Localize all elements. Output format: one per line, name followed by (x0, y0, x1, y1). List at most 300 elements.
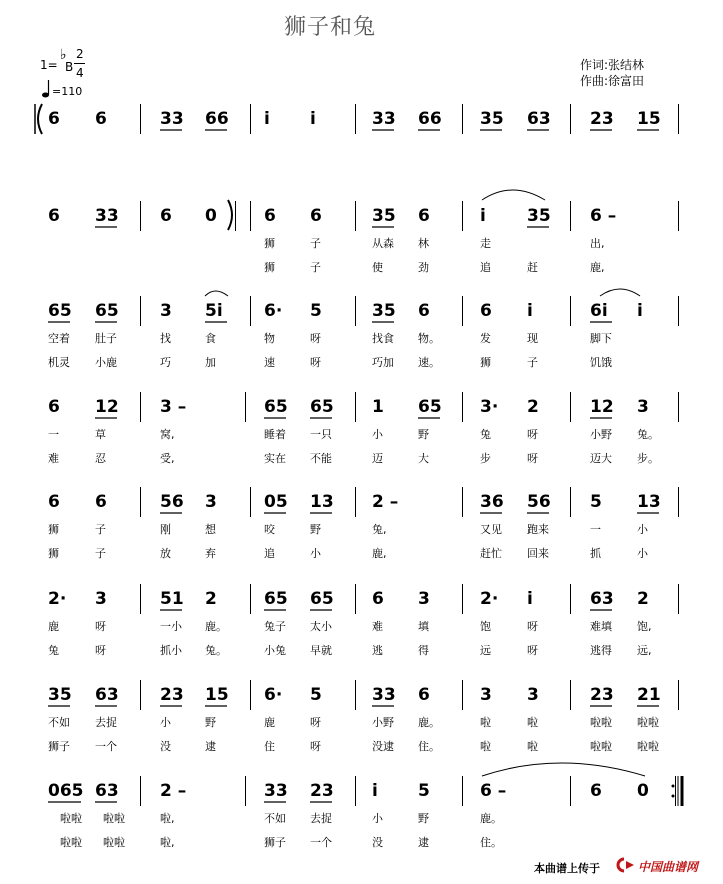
note: 12 (590, 397, 614, 417)
note: 6 – (590, 206, 617, 226)
bar-line (678, 392, 679, 422)
note: 6 (418, 301, 430, 321)
bar-line (355, 296, 356, 326)
lyric-verse-2: 啦啦 (103, 836, 125, 849)
note: 63 (527, 109, 551, 129)
bar-line (355, 104, 356, 134)
bar-line (462, 680, 463, 710)
note: 66 (205, 109, 229, 129)
lyric-verse-2: 追 (264, 547, 275, 560)
bar-line (250, 487, 251, 517)
bar-line (140, 680, 141, 710)
lyric-verse-1: 从森 (372, 237, 394, 250)
note: 3 – (160, 397, 187, 417)
note: 65 (310, 589, 334, 609)
lyric-verse-1: 小 (372, 428, 383, 441)
key-one-equals: 1= (40, 58, 58, 72)
lyric-verse-2: 实在 (264, 452, 286, 465)
note: 6 (372, 589, 384, 609)
lyric-verse-2: 啦 (480, 740, 491, 753)
bar-line (250, 104, 251, 134)
lyric-verse-2: 狮 (264, 261, 275, 274)
bar-line (462, 104, 463, 134)
note: 1 (372, 397, 384, 417)
lyric-verse-2: 回来 (527, 547, 549, 560)
bar-line (250, 201, 251, 231)
note: 6 (264, 206, 276, 226)
time-bottom: 4 (76, 66, 84, 80)
note: i (310, 109, 316, 129)
note: 56 (527, 492, 551, 512)
lyric-verse-2: 呀 (310, 356, 321, 369)
lyric-verse-2: 使 (372, 261, 383, 274)
lyric-verse-1: 饱, (637, 620, 652, 633)
lyric-verse-2: 住。 (480, 836, 502, 849)
note: 33 (372, 685, 396, 705)
bar-line (462, 392, 463, 422)
lyric-verse-1: 小野 (372, 716, 394, 729)
lyric-verse-2: 逃得 (590, 644, 612, 657)
note: i (637, 301, 643, 321)
lyric-verse-2: 加 (205, 356, 216, 369)
bar-line (355, 487, 356, 517)
note: 3· (480, 397, 499, 417)
note: i (480, 206, 486, 226)
lyric-verse-1: 呀 (95, 620, 106, 633)
note: 6 (95, 109, 107, 129)
repeat-bracket-close (228, 200, 232, 230)
bar-line (140, 392, 141, 422)
lyric-verse-2: 啦 (527, 740, 538, 753)
note: 35 (527, 206, 551, 226)
lyric-verse-1: 小 (160, 716, 171, 729)
lyric-verse-1: 肚子 (95, 332, 117, 345)
note: 0 (637, 781, 649, 801)
lyric-verse-1: 去捉 (310, 812, 332, 825)
bar-line (250, 296, 251, 326)
lyric-verse-2: 啦啦 (60, 836, 82, 849)
bar-line (462, 296, 463, 326)
lyric-verse-1: 野 (418, 812, 429, 825)
note: 3 (205, 492, 217, 512)
note: 33 (95, 206, 119, 226)
note: 6 – (480, 781, 507, 801)
lyric-verse-1: 发 (480, 332, 491, 345)
note: 65 (264, 589, 288, 609)
note: 23 (590, 685, 614, 705)
lyric-verse-2: 没逮 (372, 740, 394, 753)
note: 3 (480, 685, 492, 705)
bar-line (570, 680, 571, 710)
lyric-verse-1: 一 (590, 523, 601, 536)
lyric-verse-2: 赶忙 (480, 547, 502, 560)
note: 63 (95, 685, 119, 705)
lyric-verse-1: 出, (590, 237, 605, 250)
note: 23 (310, 781, 334, 801)
lyric-verse-1: 一小 (160, 620, 182, 633)
bar-line (355, 680, 356, 710)
note: 3 (418, 589, 430, 609)
note: 33 (372, 109, 396, 129)
bar-line (570, 487, 571, 517)
key-letter: B (65, 60, 74, 74)
bar-line (355, 776, 356, 806)
bar-line (235, 201, 236, 231)
lyric-verse-2: 兔。 (205, 644, 227, 657)
lyric-verse-2: 一个 (95, 740, 117, 753)
lyric-verse-2: 住 (264, 740, 275, 753)
lyric-verse-2: 迈 (372, 452, 383, 465)
lyric-verse-1: 空着 (48, 332, 70, 345)
lyric-verse-2: 小兔 (264, 644, 286, 657)
bar-line (570, 392, 571, 422)
slur (482, 190, 545, 200)
lyric-verse-1: 物 (264, 332, 275, 345)
lyric-verse-1: 现 (527, 332, 538, 345)
note: 33 (160, 109, 184, 129)
note: 33 (264, 781, 288, 801)
lyric-verse-1: 鹿。 (205, 620, 227, 633)
lyric-verse-1: 跑来 (527, 523, 549, 536)
lyric-verse-2: 小鹿 (95, 356, 117, 369)
flat-sign: ♭ (60, 47, 67, 63)
note: 23 (590, 109, 614, 129)
bar-line (140, 487, 141, 517)
lyric-verse-1: 去捉 (95, 716, 117, 729)
bar-line (570, 776, 571, 806)
lyric-verse-2: 狮子 (48, 740, 70, 753)
lyric-verse-1: 草 (95, 428, 106, 441)
bar-line (355, 201, 356, 231)
lyric-verse-1: 想 (205, 523, 216, 536)
lyric-verse-2: 狮子 (264, 836, 286, 849)
note: 56 (160, 492, 184, 512)
lyric-verse-2: 劲 (418, 261, 429, 274)
bar-line (140, 201, 141, 231)
bar-line (570, 104, 571, 134)
lyric-verse-2: 逮 (418, 836, 429, 849)
note: 0 (205, 206, 217, 226)
note: 6 (418, 685, 430, 705)
bar-line (245, 392, 246, 422)
note: 65 (264, 397, 288, 417)
note: 21 (637, 685, 661, 705)
lyric-verse-1: 兔子 (264, 620, 286, 633)
note: i (264, 109, 270, 129)
lyric-verse-1: 小 (637, 523, 648, 536)
lyric-verse-2: 鹿, (590, 261, 605, 274)
lyric-verse-1: 找 (160, 332, 171, 345)
lyric-verse-2: 啦啦 (637, 740, 659, 753)
lyric-verse-2: 赶 (527, 261, 538, 274)
lyric-verse-1: 兔 (480, 428, 491, 441)
lyric-verse-2: 呀 (310, 740, 321, 753)
note: 6 (48, 492, 60, 512)
lyricist: 作词:张结林 (580, 58, 645, 72)
lyric-verse-2: 巧加 (372, 356, 394, 369)
note: 2 – (372, 492, 399, 512)
lyric-verse-2: 兔 (48, 644, 59, 657)
bar-line (250, 680, 251, 710)
note: 6 (48, 206, 60, 226)
lyric-verse-2: 速。 (418, 356, 440, 369)
bar-line (678, 584, 679, 614)
tempo: =110 (52, 85, 83, 98)
bar-line (250, 584, 251, 614)
note: 35 (48, 685, 72, 705)
note: 13 (637, 492, 661, 512)
lyric-verse-2: 放 (160, 547, 171, 560)
lyric-verse-2: 机灵 (48, 356, 70, 369)
note: 5i (205, 301, 223, 321)
lyric-verse-2: 早就 (310, 644, 332, 657)
note: 15 (205, 685, 229, 705)
lyric-verse-1: 野 (310, 523, 321, 536)
note: 12 (95, 397, 119, 417)
lyric-verse-2: 不能 (310, 452, 332, 465)
note: 05 (264, 492, 288, 512)
song-title: 狮子和兔 (284, 15, 377, 40)
lyric-verse-2: 远, (637, 644, 652, 657)
lyric-verse-2: 小 (637, 547, 648, 560)
note: 6 (480, 301, 492, 321)
slur (600, 289, 640, 296)
lyric-verse-2: 饥饿 (590, 356, 612, 369)
note: 65 (418, 397, 442, 417)
lyric-verse-2: 远 (480, 644, 491, 657)
note: 3 (95, 589, 107, 609)
lyric-verse-2: 子 (527, 356, 538, 369)
note: 2 (527, 397, 539, 417)
lyric-verse-1: 一 (48, 428, 59, 441)
lyric-verse-1: 又见 (480, 523, 502, 536)
lyric-verse-1: 难填 (590, 620, 612, 633)
lyric-verse-2: 逮 (205, 740, 216, 753)
note: 6 (590, 781, 602, 801)
lyric-verse-1: 填 (418, 620, 429, 633)
lyric-verse-1: 啦, (160, 812, 175, 825)
note: 6· (264, 685, 283, 705)
lyric-verse-1: 脚下 (590, 332, 612, 345)
note: 5 (590, 492, 602, 512)
footer-uploaded: 本曲谱上传于 (534, 862, 600, 875)
lyric-verse-2: 步。 (637, 452, 659, 465)
lyric-verse-1: 刚 (160, 523, 171, 536)
lyric-verse-2: 抓 (590, 547, 601, 560)
quarter-note-icon (42, 80, 50, 98)
note: 2· (48, 589, 67, 609)
lyric-verse-1: 鹿。 (480, 812, 502, 825)
note: 63 (95, 781, 119, 801)
lyric-verse-1: 兔, (372, 523, 387, 536)
lyric-verse-2: 大 (418, 452, 429, 465)
lyric-verse-1: 不如 (48, 716, 70, 729)
bar-line (140, 776, 141, 806)
lyric-verse-2: 鹿, (372, 547, 387, 560)
lyric-verse-2: 没 (372, 836, 383, 849)
bar-line (678, 680, 679, 710)
lyric-verse-1: 兔。 (637, 428, 659, 441)
lyric-verse-1: 食 (205, 332, 216, 345)
lyric-verse-1: 鹿 (48, 620, 59, 633)
repeat-bracket-open (38, 104, 42, 134)
note: 65 (48, 301, 72, 321)
lyric-verse-2: 呀 (527, 452, 538, 465)
composer: 作曲:徐富田 (580, 74, 645, 88)
note: i (527, 301, 533, 321)
note: 2· (480, 589, 499, 609)
lyric-verse-2: 追 (480, 261, 491, 274)
bar-line (678, 487, 679, 517)
lyric-verse-2: 呀 (95, 644, 106, 657)
note: 2 (637, 589, 649, 609)
bar-line (678, 201, 679, 231)
lyric-verse-1: 找食 (372, 332, 394, 345)
lyric-verse-1: 啦啦 (590, 716, 612, 729)
lyric-verse-2: 住。 (418, 740, 440, 753)
slur (205, 291, 228, 296)
note: i (372, 781, 378, 801)
lyric-verse-1: 子 (95, 523, 106, 536)
lyric-verse-2: 得 (418, 644, 429, 657)
note: 35 (372, 301, 396, 321)
note: 3 (527, 685, 539, 705)
note: 13 (310, 492, 334, 512)
lyric-verse-1: 野 (205, 716, 216, 729)
bar-line (462, 487, 463, 517)
note: 6i (590, 301, 608, 321)
bar-line (140, 104, 141, 134)
lyric-verse-2: 子 (310, 261, 321, 274)
lyric-verse-1: 子 (310, 237, 321, 250)
lyric-verse-2: 啦啦 (590, 740, 612, 753)
lyric-verse-1: 啦 (527, 716, 538, 729)
lyric-verse-2: 忍 (95, 452, 106, 465)
lyric-verse-1: 太小 (310, 620, 332, 633)
note: 35 (480, 109, 504, 129)
lyric-verse-2: 巧 (160, 356, 171, 369)
note: 6 (95, 492, 107, 512)
lyric-verse-2: 一个 (310, 836, 332, 849)
lyric-verse-1: 呀 (527, 428, 538, 441)
note: 2 (205, 589, 217, 609)
bar-line (355, 392, 356, 422)
lyric-verse-1: 鹿。 (418, 716, 440, 729)
note: 065 (48, 781, 84, 801)
lyric-verse-1: 林 (418, 237, 429, 250)
note: 35 (372, 206, 396, 226)
lyric-verse-1: 呀 (310, 332, 321, 345)
lyric-verse-1: 走 (480, 237, 491, 250)
note: 6 (418, 206, 430, 226)
note: 6 (310, 206, 322, 226)
lyric-verse-2: 步 (480, 452, 491, 465)
tie (482, 763, 645, 776)
bar-line (462, 584, 463, 614)
note: 6 (160, 206, 172, 226)
lyric-verse-2: 啦, (160, 836, 175, 849)
note: 6 (48, 397, 60, 417)
lyric-verse-1: 一只 (310, 428, 332, 441)
lyric-verse-2: 受, (160, 452, 175, 465)
note: 5 (310, 685, 322, 705)
lyric-verse-2: 弃 (205, 547, 216, 560)
bar-line (140, 584, 141, 614)
bar-line (678, 104, 679, 134)
note: 6· (264, 301, 283, 321)
lyric-verse-1: 鹿 (264, 716, 275, 729)
time-top: 2 (76, 47, 84, 61)
lyric-verse-1: 狮 (48, 523, 59, 536)
note: 5 (310, 301, 322, 321)
lyric-verse-1: 饱 (480, 620, 491, 633)
lyric-verse-2: 难 (48, 452, 59, 465)
lyric-verse-1: 啦啦 (637, 716, 659, 729)
bar-line (570, 296, 571, 326)
lyric-verse-2: 子 (95, 547, 106, 560)
lyric-verse-2: 呀 (527, 644, 538, 657)
note: 63 (590, 589, 614, 609)
lyric-verse-2: 狮 (48, 547, 59, 560)
lyric-verse-2: 小 (310, 547, 321, 560)
lyric-verse-2: 速 (264, 356, 275, 369)
bar-line (678, 296, 679, 326)
lyric-verse-1: 难 (372, 620, 383, 633)
note: 36 (480, 492, 504, 512)
lyric-verse-2: 迈大 (590, 452, 612, 465)
note: 6 (48, 109, 60, 129)
note: 15 (637, 109, 661, 129)
note: 23 (160, 685, 184, 705)
note: i (527, 589, 533, 609)
lyric-verse-2: 抓小 (160, 644, 182, 657)
lyric-verse-1: 小野 (590, 428, 612, 441)
lyric-verse-2: 没 (160, 740, 171, 753)
lyric-verse-1: 睡着 (264, 428, 286, 441)
note: 65 (95, 301, 119, 321)
lyric-verse-1: 窝, (160, 428, 175, 441)
lyric-verse-1: 呀 (527, 620, 538, 633)
bar-line (570, 201, 571, 231)
lyric-verse-1: 啦啦 (103, 812, 125, 825)
bar-line (140, 296, 141, 326)
bar-line (570, 584, 571, 614)
bar-line (675, 776, 676, 806)
note: 66 (418, 109, 442, 129)
note: 3 (160, 301, 172, 321)
lyric-verse-1: 不如 (264, 812, 286, 825)
lyric-verse-2: 逃 (372, 644, 383, 657)
lyric-verse-1: 呀 (310, 716, 321, 729)
lyric-verse-1: 狮 (264, 237, 275, 250)
bar-line (462, 776, 463, 806)
note: 65 (310, 397, 334, 417)
site-name: 中国曲谱网 (638, 860, 699, 874)
bar-line (245, 776, 246, 806)
lyric-verse-1: 啦啦 (60, 812, 82, 825)
lyric-verse-1: 小 (372, 812, 383, 825)
lyric-verse-2: 狮 (480, 356, 491, 369)
lyric-verse-1: 物。 (418, 332, 440, 345)
note: 51 (160, 589, 184, 609)
note: 5 (418, 781, 430, 801)
lyric-verse-1: 野 (418, 428, 429, 441)
lyric-verse-1: 咬 (264, 523, 275, 536)
note: 3 (637, 397, 649, 417)
lyric-verse-1: 啦 (480, 716, 491, 729)
bar-line (355, 584, 356, 614)
bar-line (462, 201, 463, 231)
